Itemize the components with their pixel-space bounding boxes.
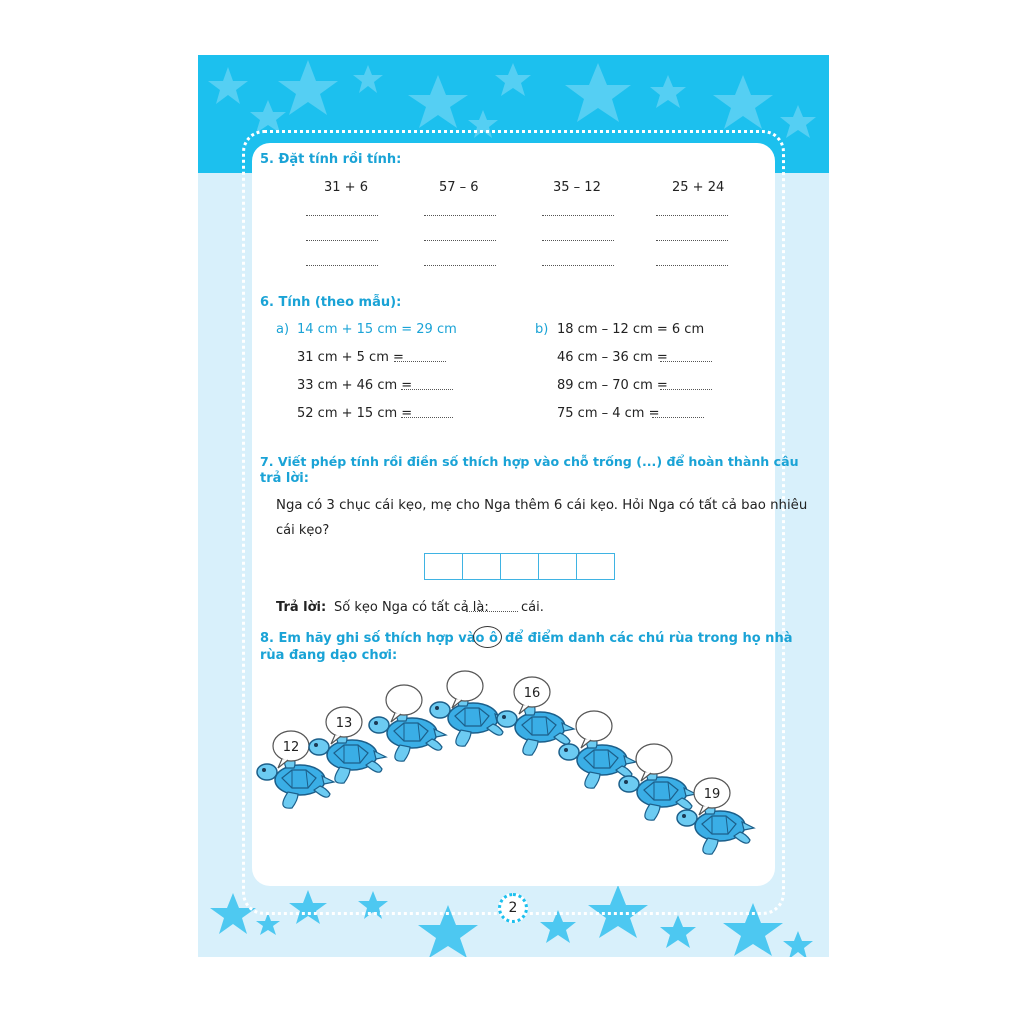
page-number: 2 xyxy=(508,900,518,916)
q7-answer-unit: cái. xyxy=(521,600,544,615)
turtle-number: 13 xyxy=(335,716,353,731)
q7-problem-line-2: cái kẹo? xyxy=(276,523,330,538)
turtle-3 xyxy=(369,685,446,761)
turtle-number: 19 xyxy=(703,787,721,802)
q6-a-label: a) xyxy=(276,322,290,337)
q8-title-part-2: để điểm danh các chú rùa trong họ nhà xyxy=(505,631,793,646)
q6-b-item-3: 75 cm – 4 cm = xyxy=(557,406,660,421)
q6-a-example: 14 cm + 15 cm = 29 cm xyxy=(297,322,457,337)
q8-title-part-1: 8. Em hãy ghi số thích hợp vào ô xyxy=(260,631,498,646)
speech-bubble[interactable] xyxy=(576,711,612,741)
q6-b-label: b) xyxy=(535,322,549,337)
speech-bubble[interactable] xyxy=(636,744,672,774)
q7-answer-text: Số kẹo Nga có tất cả là: xyxy=(334,600,489,615)
turtle-8 xyxy=(677,778,754,854)
turtle-number: 12 xyxy=(282,740,300,755)
speech-bubble[interactable] xyxy=(386,685,422,715)
q6-title: 6. Tính (theo mẫu): xyxy=(260,295,402,310)
turtle-number: 16 xyxy=(523,686,541,701)
q7-answer-label: Trả lời: xyxy=(276,600,327,615)
q5-expr-4: 25 + 24 xyxy=(672,180,725,195)
q7-title-line-2: trả lời: xyxy=(260,471,309,486)
turtle-5 xyxy=(497,677,574,755)
q5-expr-2: 57 – 6 xyxy=(439,180,479,195)
turtle-icon xyxy=(257,755,334,808)
q6-a-item-2: 33 cm + 46 cm = xyxy=(297,378,413,393)
q7-problem-line-1: Nga có 3 chục cái kẹo, mẹ cho Nga thêm 6 cái kẹo. Hỏi Nga có tất cả bao nhiêu xyxy=(276,498,808,513)
q6-a-item-3: 52 cm + 15 cm = xyxy=(297,406,413,421)
q7-title-line-1: 7. Viết phép tính rồi điền số thích hợp vào chỗ trống (...) để hoàn thành câu xyxy=(260,454,799,469)
q8-title-line-2: rùa đang dạo chơi: xyxy=(260,648,398,663)
q6-b-item-2: 89 cm – 70 cm = xyxy=(557,378,668,393)
q5-expr-1: 31 + 6 xyxy=(324,180,368,195)
q6-b-example: 18 cm – 12 cm = 6 cm xyxy=(557,322,705,337)
speech-bubble[interactable] xyxy=(447,671,483,701)
q5-expr-3: 35 – 12 xyxy=(553,180,601,195)
turtle-7 xyxy=(619,744,696,820)
q5-title: 5. Đặt tính rồi tính: xyxy=(260,152,402,167)
q6-b-item-1: 46 cm – 36 cm = xyxy=(557,350,668,365)
q6-a-item-1: 31 cm + 5 cm = xyxy=(297,350,404,365)
